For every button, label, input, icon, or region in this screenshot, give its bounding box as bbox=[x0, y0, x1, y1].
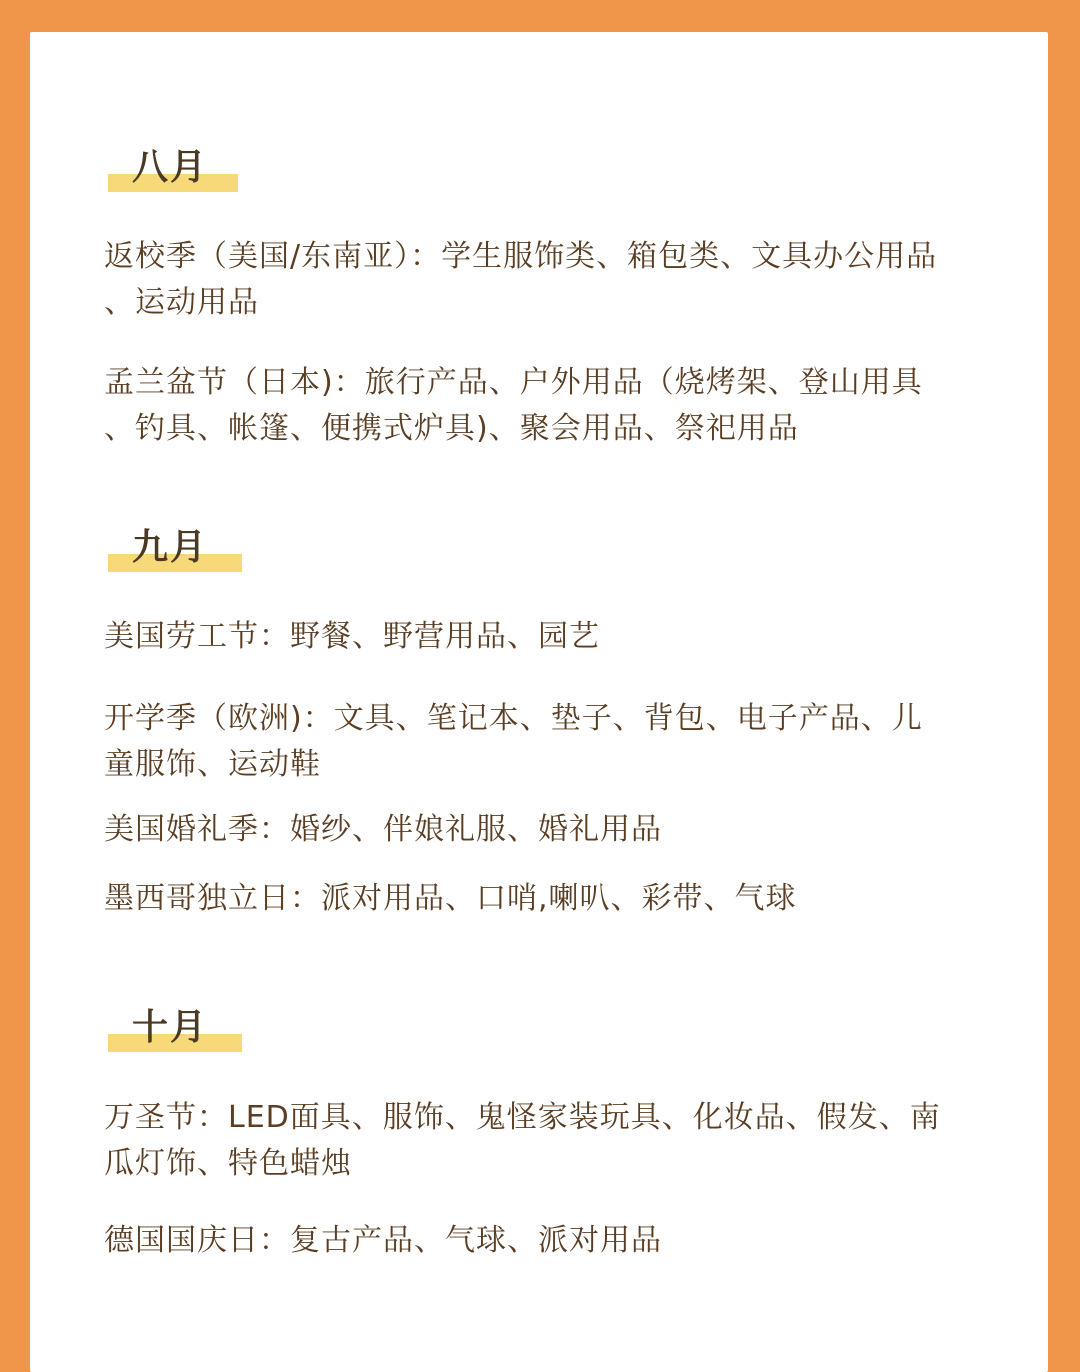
list-item-line: 、钓具、帐篷、便携式炉具)、聚会用品、祭祀用品 bbox=[104, 411, 799, 446]
list-item-line: 瓜灯饰、特色蜡烛 bbox=[104, 1146, 352, 1181]
list-item-line: 德国国庆日：复古产品、气球、派对用品 bbox=[104, 1223, 662, 1258]
content-card bbox=[30, 32, 1048, 1372]
list-item-line: 孟兰盆节（日本)：旅行产品、户外用品（烧烤架、登山用具 bbox=[104, 365, 923, 400]
list-item-line: 美国劳工节：野餐、野营用品、园艺 bbox=[104, 619, 600, 654]
list-item-line: 返校季（美国/东南亚）：学生服饰类、箱包类、文具办公用品 bbox=[104, 239, 938, 274]
section-heading-august bbox=[108, 144, 208, 204]
heading-label: 九月 bbox=[132, 527, 209, 568]
list-item-line: 墨西哥独立日：派对用品、口哨,喇叭、彩带、气球 bbox=[104, 881, 797, 916]
section-heading-september bbox=[108, 524, 208, 584]
list-item-line: 美国婚礼季：婚纱、伴娘礼服、婚礼用品 bbox=[104, 812, 662, 847]
list-item-line: 万圣节：LED面具、服饰、鬼怪家装玩具、化妆品、假发、南 bbox=[104, 1100, 941, 1135]
heading-label: 八月 bbox=[132, 147, 209, 188]
section-heading-october bbox=[108, 1004, 208, 1064]
list-item-line: 、运动用品 bbox=[104, 285, 259, 320]
heading-label: 十月 bbox=[132, 1007, 209, 1048]
list-item-line: 开学季（欧洲)：文具、笔记本、垫子、背包、电子产品、儿 bbox=[104, 701, 923, 736]
list-item-line: 童服饰、运动鞋 bbox=[104, 747, 321, 782]
